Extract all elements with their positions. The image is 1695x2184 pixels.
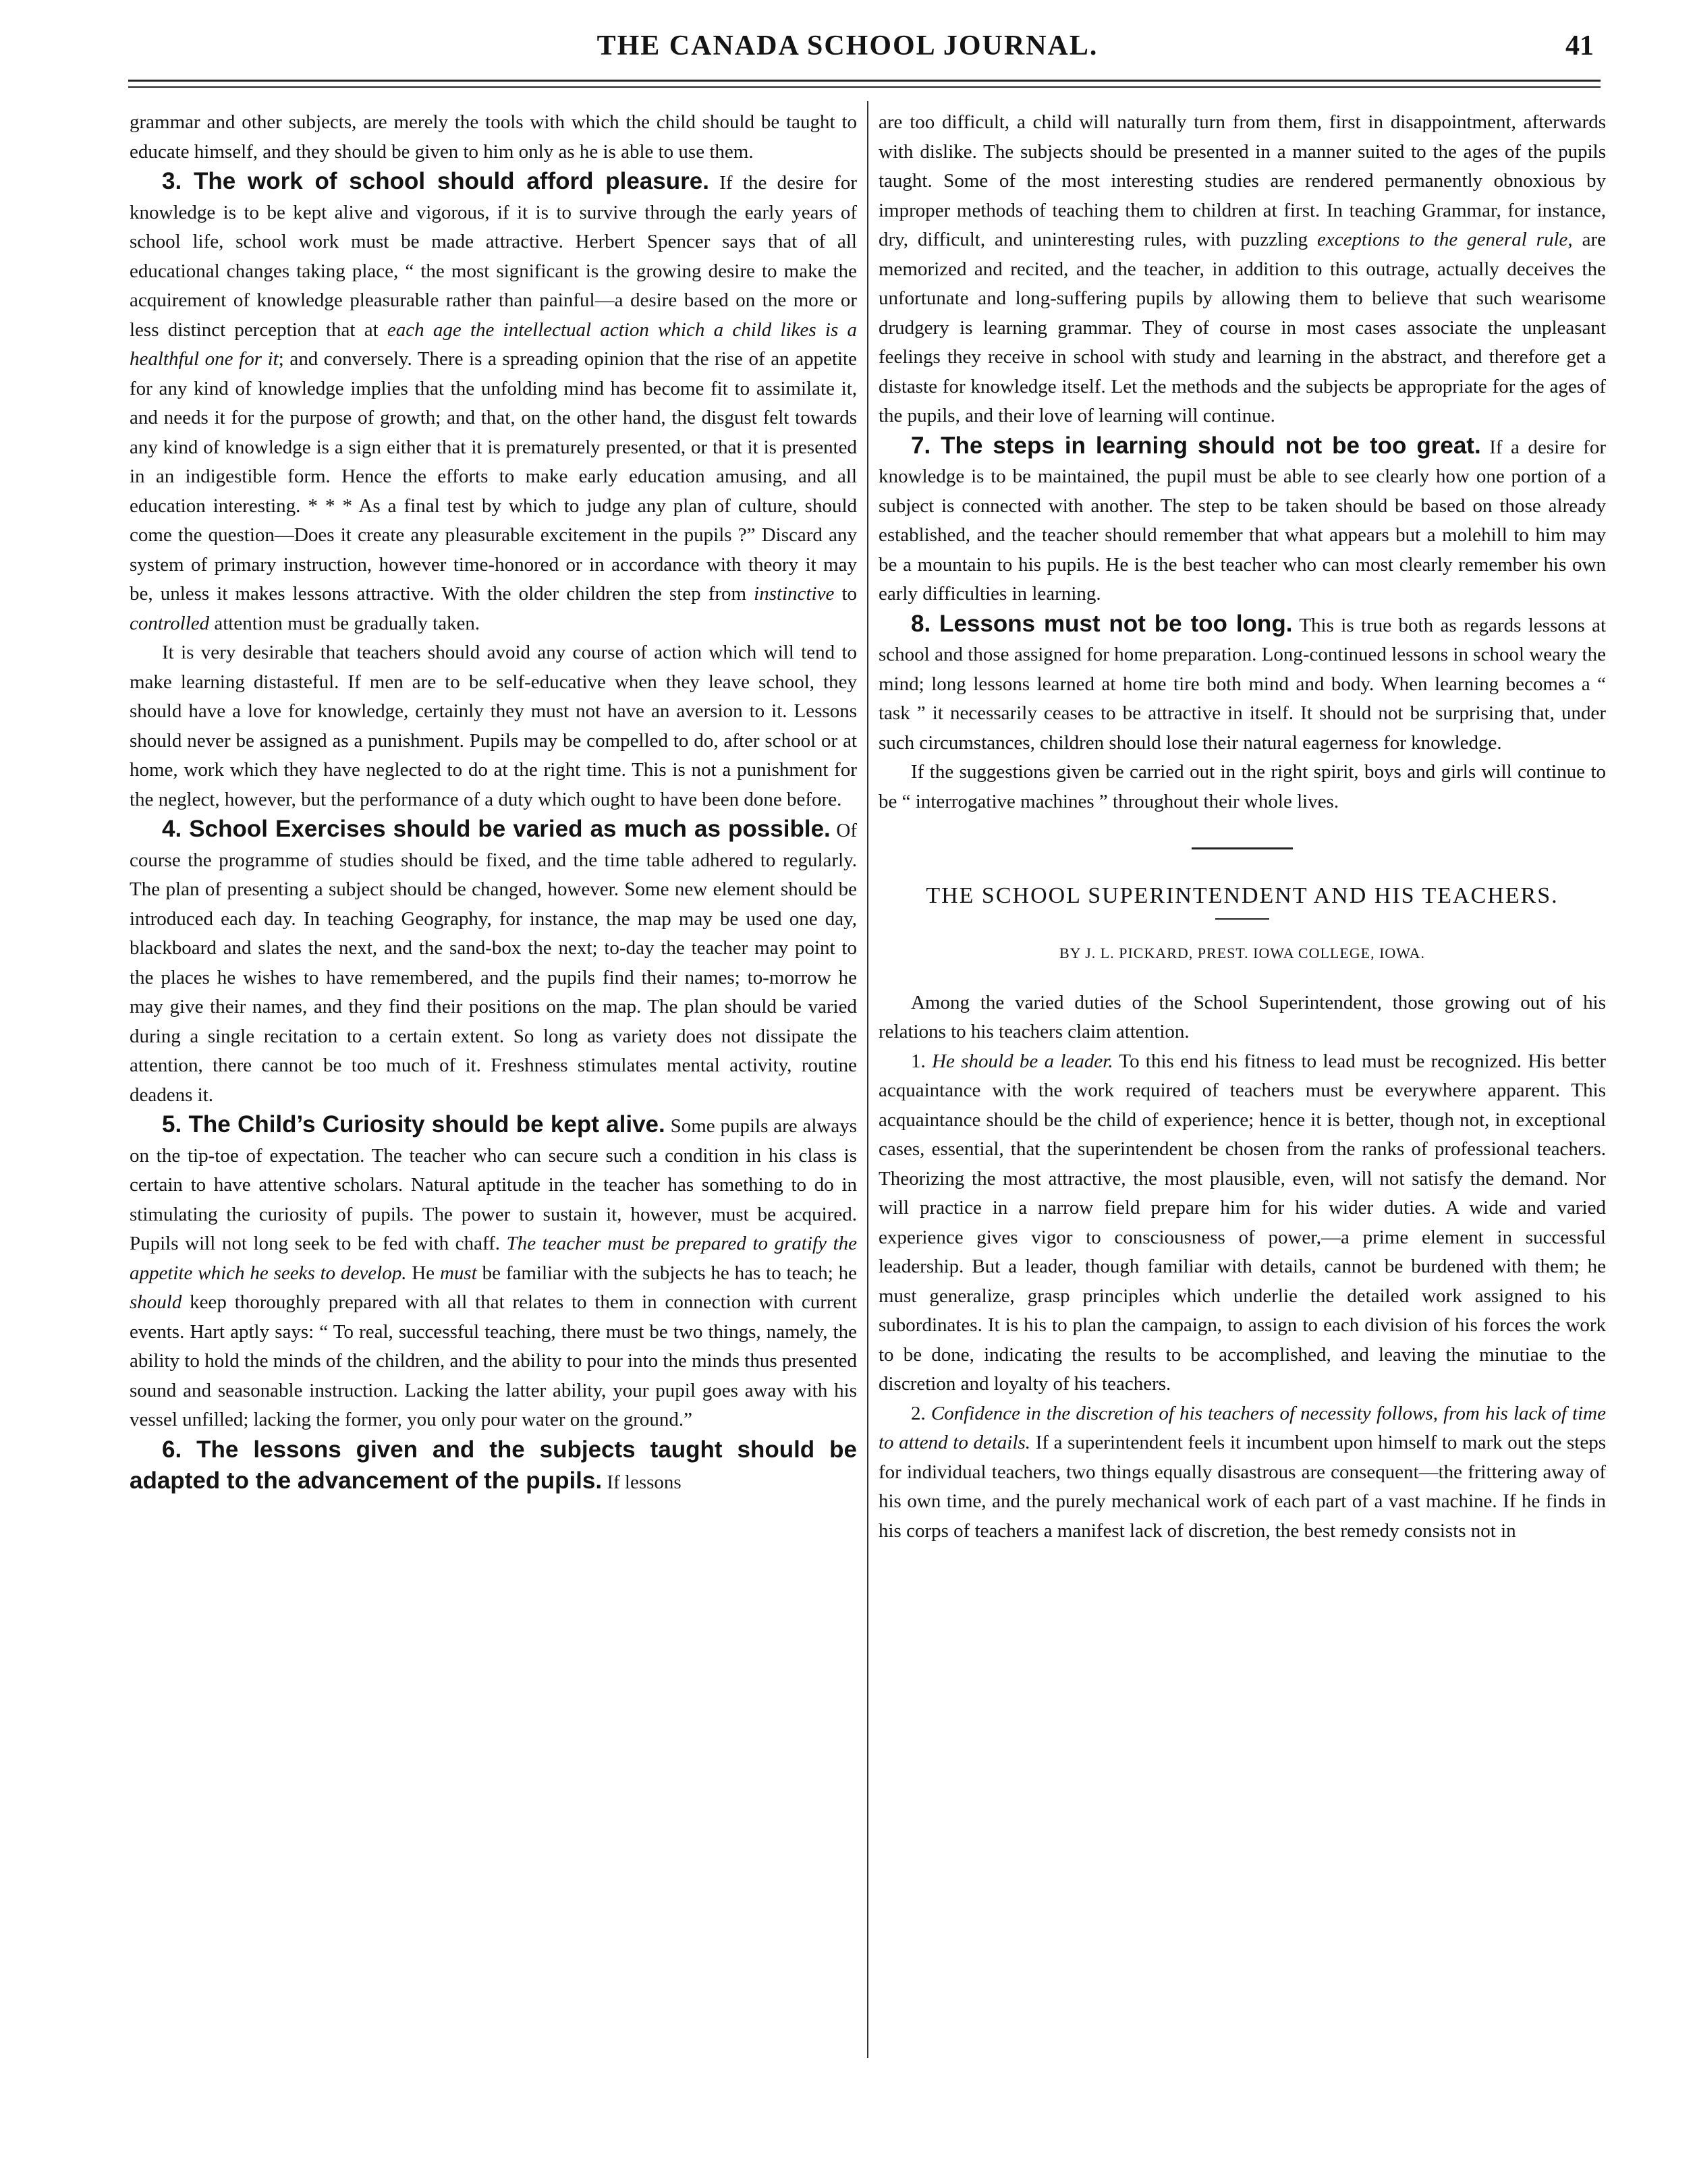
paragraph-section-4: 4. School Exercises should be varied as much as possible. Of course the programme of studies should be fixed, and the time table adhered to regularly. The plan of presenting a subject should be changed, however. Some new element should be introduced each day. In teaching Geography, for instance, the map may be used one day, blackboard and slates the next, and the sand-box the next; to-day the teacher may point to the places he wishes to have remembered, and the pupils find their names; to-morrow he may give their names, and they find their positions on the map. The plan should be varied during a single recitation to a certain extent. So long as variety does not dissipate the attention, there cannot be too much of it. Freshness stimulates mental activity, routine deadens it. [130,816,857,1106]
running-title: THE CANADA SCHOOL JOURNAL. [596,30,1099,61]
paragraph: If the suggestions given be carried out in the right spirit, boys and girls will continue to be “ interrogative machines ” throughout their whole lives. [879,761,1606,812]
section-heading: 4. School Exercises should be varied as much as possible. [162,816,831,842]
header-rule-bottom [128,86,1601,88]
page-number: 41 [1565,30,1594,61]
right-column [879,108,1606,2058]
paragraph-point-1: 1. He should be a leader. To this end his fitness to lead must be recognized. His better acquaintance with the work required of teachers must be everywhere apparent. This acquaintance should be the child of experience; hence it is better, though not, in exceptional cases, essential, that the superintendent be chosen from the ranks of professional teachers. Theorizing the most attractive, the most plausible, even, will not satisfy the demand. Nor will practice in a narrow field prepare him for his wider duties. A wide and varied experience gives vigor to consciousness of power,—a prime element in successful leadership. But a leader, though familiar with details, cannot be burdened with them; he must generalize, grasp principles which underlie the detailed work assigned to his subordinates. It is his to plan the campaign, to assign to each division of his forces the work to be done, indicating the results to be accomplished, and leaving the minutiae to the discretion and loyalty of his teachers. [879,1050,1606,1395]
paragraph: grammar and other subjects, are merely the tools with which the child should be taught to educate himself, and they should be given to him only as he is able to use them. [130,111,857,163]
article-separator [1192,847,1293,849]
section-heading: 8. Lessons must not be too long. [911,610,1293,637]
header-rule-top [128,80,1601,82]
title-rule [1215,918,1269,920]
paragraph-section-8: 8. Lessons must not be too long. This is true both as regards lessons at school and those assigned for home preparation. Long-continued lessons in school weary the mind; long lessons learned at home tire both mind and body. When learning becomes a “ task ” it necessarily ceases to be attractive in itself. It should not be surprising that, under such circumstances, children should lose their natural eagerness for knowledge. [879,610,1606,754]
article-byline: BY J. L. PICKARD, PREST. IOWA COLLEGE, IOWA. [1059,945,1426,961]
section-heading: 7. The steps in learning should not be too great. [911,432,1481,459]
paragraph-section-3: 3. The work of school should afford pleasure. If the desire for knowledge is to be kept alive and vigorous, if it is to survive through the early years of school life, school work must be made attractive. Herbert Spencer says that of all educational changes taking place, “ the most significant is the growing desire to make the acquirement of knowledge pleasurable rather than painful—a desire based on the more or less distinct perception that at each age the intellectual action which a child likes is a healthful one for it; and conversely. There is a spreading opinion that the rise of an appetite for any kind of knowledge implies that the unfolding mind has become fit to assimilate it, and needs it for the purpose of growth; and that, on the other hand, the disgust felt towards any kind of knowledge is a sign either that it is prematurely presented, or that it is presented in an indigestible form. Hence the efforts to make early education amusing, and all education interesting. * * * As a final test by which to judge any plan of culture, should come the question—Does it create any pleasurable excitement in the pupils ?” Discard any system of primary instruction, however time-honored or in accordance with theory it may be, unless it makes lessons attractive. With the older children the step from instinctive to controlled attention must be gradually taken. [130,168,857,634]
paragraph: are too difficult, a child will naturally turn from them, first in disappointment, afterwards with dislike. The subjects should be presented in a manner suited to the ages of the pupils taught. Some of the most interesting studies are rendered permanently obnoxious by improper methods of teaching them to children at first. In teaching Grammar, for instance, dry, difficult, and uninteresting rules, with puzzling exceptions to the general rule, are memorized and recited, and the teacher, in addition to this outrage, actually deceives the unfortunate and long-suffering pupils by allowing them to believe that such wearisome drudgery is learning grammar. They of course in most cases associate the unpleasant feelings they receive in school with study and learning in the abstract, and therefore get a distaste for knowledge itself. Let the methods and the subjects be appropriate for the ages of the pupils, and their love of learning will continue. [879,111,1606,426]
section-heading: 3. The work of school should afford pleasure. [162,168,709,194]
paragraph-section-5: 5. The Child’s Curiosity should be kept alive. Some pupils are always on the tip-toe of expectation. The teacher who can secure such a condition in his class is certain to have attentive scholars. Natural aptitude in the teacher has something to do in stimulating the curiosity of pupils. The power to sustain it, however, must be acquired. Pupils will not long seek to be fed with chaff. The teacher must be prepared to gratify the appetite which he seeks to develop. He must be familiar with the subjects he has to teach; he should keep thoroughly prepared with all that relates to them in connection with current events. Hart aptly says: “ To real, successful teaching, there must be two things, namely, the ability to hold the minds of the children, and the ability to pour into the minds thus presented sound and seasonable instruction. Lacking the latter ability, your pupil goes away with his vessel unfilled; lacking the former, you only pour water on the ground.” [130,1111,857,1430]
column-divider [867,101,868,2058]
left-column [130,108,857,2058]
paragraph-section-7: 7. The steps in learning should not be too great. If a desire for knowledge is to be maintained, the pupil must be able to see clearly how one portion of a subject is connected with another. The step to be taken should be based on those already established, and the teacher should remember that what appears but a molehill to him may be a mountain to his pupils. He is the best teacher who can most clearly remember his own early difficulties in learning. [879,432,1606,605]
paragraph-section-6: 6. The lessons given and the subjects taught should be adapted to the advancement of the pupils. If lessons [130,1436,857,1494]
paragraph: It is very desirable that teachers should avoid any course of action which will tend to make learning distasteful. If men are to be self-educative when they leave school, they should have a love for knowledge, certainly they must not have an aversion to it. Lessons should never be assigned as a punishment. Pupils may be compelled to do, after school or at home, work which they have neglected to do at the right time. This is not a punishment for the neglect, however, but the performance of a duty which ought to have been done before. [130,642,857,810]
paragraph: Among the varied duties of the School Superintendent, those growing out of his relations to his teachers claim attention. [879,991,1606,1042]
section-heading: 6. The lessons given and the subjects taught should be adapted to the advancement of the pupils. [130,1436,857,1494]
paragraph-point-2: 2. Confidence in the discretion of his teachers of necessity follows, from his lack of time to attend to details. If a superintendent feels it incumbent upon himself to mark out the steps for individual teachers, two things equally disastrous are consequent—the frittering away of his own time, and the purely mechanical work of each part of a vast machine. If he finds in his corps of teachers a manifest lack of discretion, the best remedy consists not in [879,1402,1606,1542]
article-title: THE SCHOOL SUPERINTENDENT AND HIS TEACHERS. [926,883,1559,908]
page-header [0,30,1695,70]
section-heading: 5. The Child’s Curiosity should be kept alive. [162,1111,665,1138]
